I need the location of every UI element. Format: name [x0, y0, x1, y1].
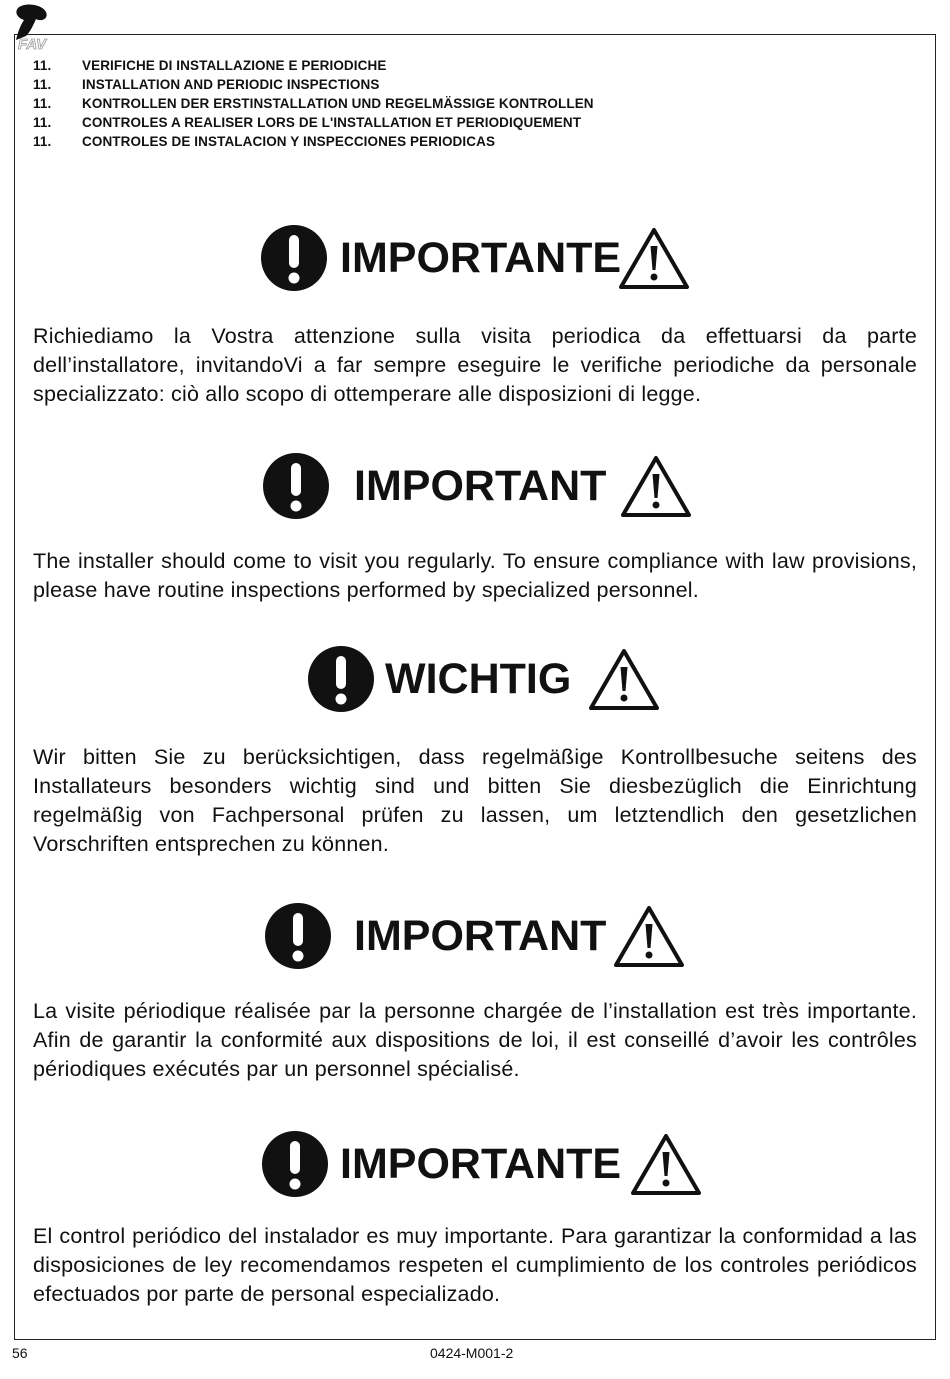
- paragraph-es: El control periódico del instalador es muy importante. Para garantizar la conformidad a las disposiciones de ley recomendamos respeten el cumplimiento de los controles periódicos efectuados por parte de personal especializado.: [33, 1224, 917, 1306]
- warning-header-fr: [0, 902, 950, 972]
- warning-header-es: [0, 1130, 950, 1200]
- exclamation-circle-icon: [262, 452, 330, 520]
- exclamation-circle-icon: [264, 902, 332, 970]
- svg-text:FAV: FAV: [18, 36, 47, 52]
- fav-logo-icon: [8, 2, 58, 52]
- heading-de: 11. KONTROLLEN DER ERSTINSTALLATION UND REGELMÄSSIGE KONTROLLEN: [33, 96, 594, 111]
- warning-triangle-icon: [588, 647, 660, 711]
- paragraph-en: The installer should come to visit you regularly. To ensure compliance with law provisions, please have routine inspections performed by specialized personnel.: [33, 549, 917, 602]
- section-headings: [33, 56, 594, 151]
- warning-title: WICHTIG: [385, 655, 572, 703]
- exclamation-circle-icon: [260, 224, 328, 292]
- warning-header-de: [0, 645, 950, 715]
- page-number: 56: [12, 1345, 28, 1361]
- heading-fr: 11. CONTROLES A REALISER LORS DE L'INSTALLATION ET PERIODIQUEMENT: [33, 115, 582, 130]
- warning-triangle-icon: [630, 1132, 702, 1196]
- heading-es: 11. CONTROLES DE INSTALACION Y INSPECCIONES PERIODICAS: [33, 134, 496, 149]
- warning-triangle-icon: [613, 904, 685, 968]
- heading-it: 11. VERIFICHE DI INSTALLAZIONE E PERIODICHE: [33, 58, 387, 73]
- paragraph-it: Richiediamo la Vostra attenzione sulla visita periodica da effettuarsi da parte dell’installatore, invitandoVi a far sempre eseguire le verifiche periodiche da personale specializzato: ciò allo scopo di ottemperare alle disposizioni di legge.: [33, 324, 917, 406]
- paragraph-fr: La visite périodique réalisée par la personne chargée de l’installation est très importante. Afin de garantir la conformité aux dispositions de loi, il est conseillé d’avoir les contrôles périodiques exécutés par un personnel spécialisé.: [33, 999, 917, 1081]
- document-code: 0424-M001-2: [430, 1345, 514, 1361]
- warning-triangle-icon: [620, 454, 692, 518]
- warning-title: IMPORTANTE: [340, 234, 622, 282]
- paragraph-de: Wir bitten Sie zu berücksichtigen, dass regelmäßige Kontrollbesuche seitens des Installateurs besonders wichtig sind und bitten Sie diesbezüglich die Einrichtung regelmäßig von Fachpersonal prüfen zu lassen, um letztendlich den gesetzlichen Vorschriften entsprechen zu können.: [33, 745, 917, 856]
- warning-title: IMPORTANT: [354, 912, 607, 960]
- exclamation-circle-icon: [307, 645, 375, 713]
- warning-header-it: [0, 224, 950, 294]
- warning-triangle-icon: [618, 226, 690, 290]
- warning-header-en: [0, 452, 950, 522]
- warning-title: IMPORTANT: [354, 462, 607, 510]
- heading-en: 11. INSTALLATION AND PERIODIC INSPECTIONS: [33, 77, 380, 92]
- warning-title: IMPORTANTE: [340, 1140, 622, 1188]
- exclamation-circle-icon: [261, 1130, 329, 1198]
